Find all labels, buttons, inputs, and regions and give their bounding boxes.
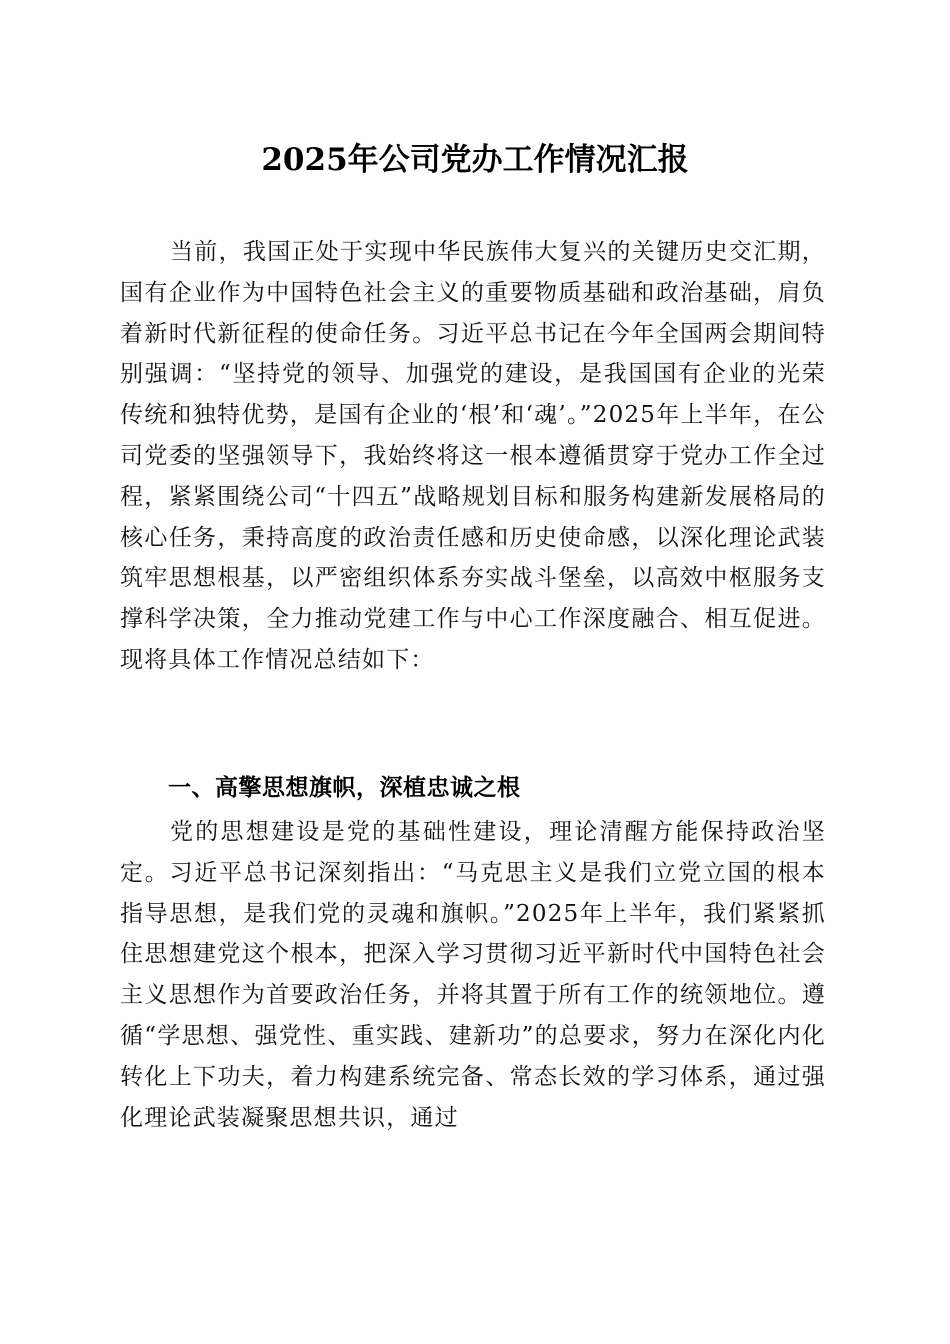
document-title: 2025年公司党办工作情况汇报 (261, 142, 689, 178)
intro-paragraph: 当前，我国正处于实现中华民族伟大复兴的关键历史交汇期，国有企业作为中国特色社会主义的重要物质基础和政治基础，肩负着新时代新征程的使命任务。习近平总书记在今年全国两会期间特别强调：“坚持党的领导、加强党的建设，是我国国有企业的光荣传统和独特优势，是国有企业的‘根’和‘魂’。”2025年上半年，在公司党委的坚强领导下，我始终将这一根本遵循贯穿于党办工作全过程，紧紧围绕公司“十四五”战略规划目标和服务构建新发展格局的核心任务，秉持高度的政治责任感和历史使命感，以深化理论武装筑牢思想根基，以严密组织体系夯实战斗堡垒，以高效中枢服务支撑科学决策，全力推动党建工作与中心工作深度融合、相互促进。现将具体工作情况总结如下： (120, 239, 826, 673)
section-heading-1: 一、高擎思想旗帜，深植忠诚之根 (168, 775, 521, 801)
section-1-paragraph: 党的思想建设是党的基础性建设，理论清醒方能保持政治坚定。习近平总书记深刻指出：“马克思主义是我们立党立国的根本指导思想，是我们党的灵魂和旗帜。”2025年上半年，我们紧紧抓住思想建党这个根本，把深入学习贯彻习近平新时代中国特色社会主义思想作为首要政治任务，并将其置于所有工作的统领地位。遵循“学思想、强党性、重实践、建新功”的总要求，努力在深化内化转化上下功夫，着力构建系统完备、常态长效的学习体系，通过强化理论武装凝聚思想共识，通过 (120, 819, 826, 1131)
